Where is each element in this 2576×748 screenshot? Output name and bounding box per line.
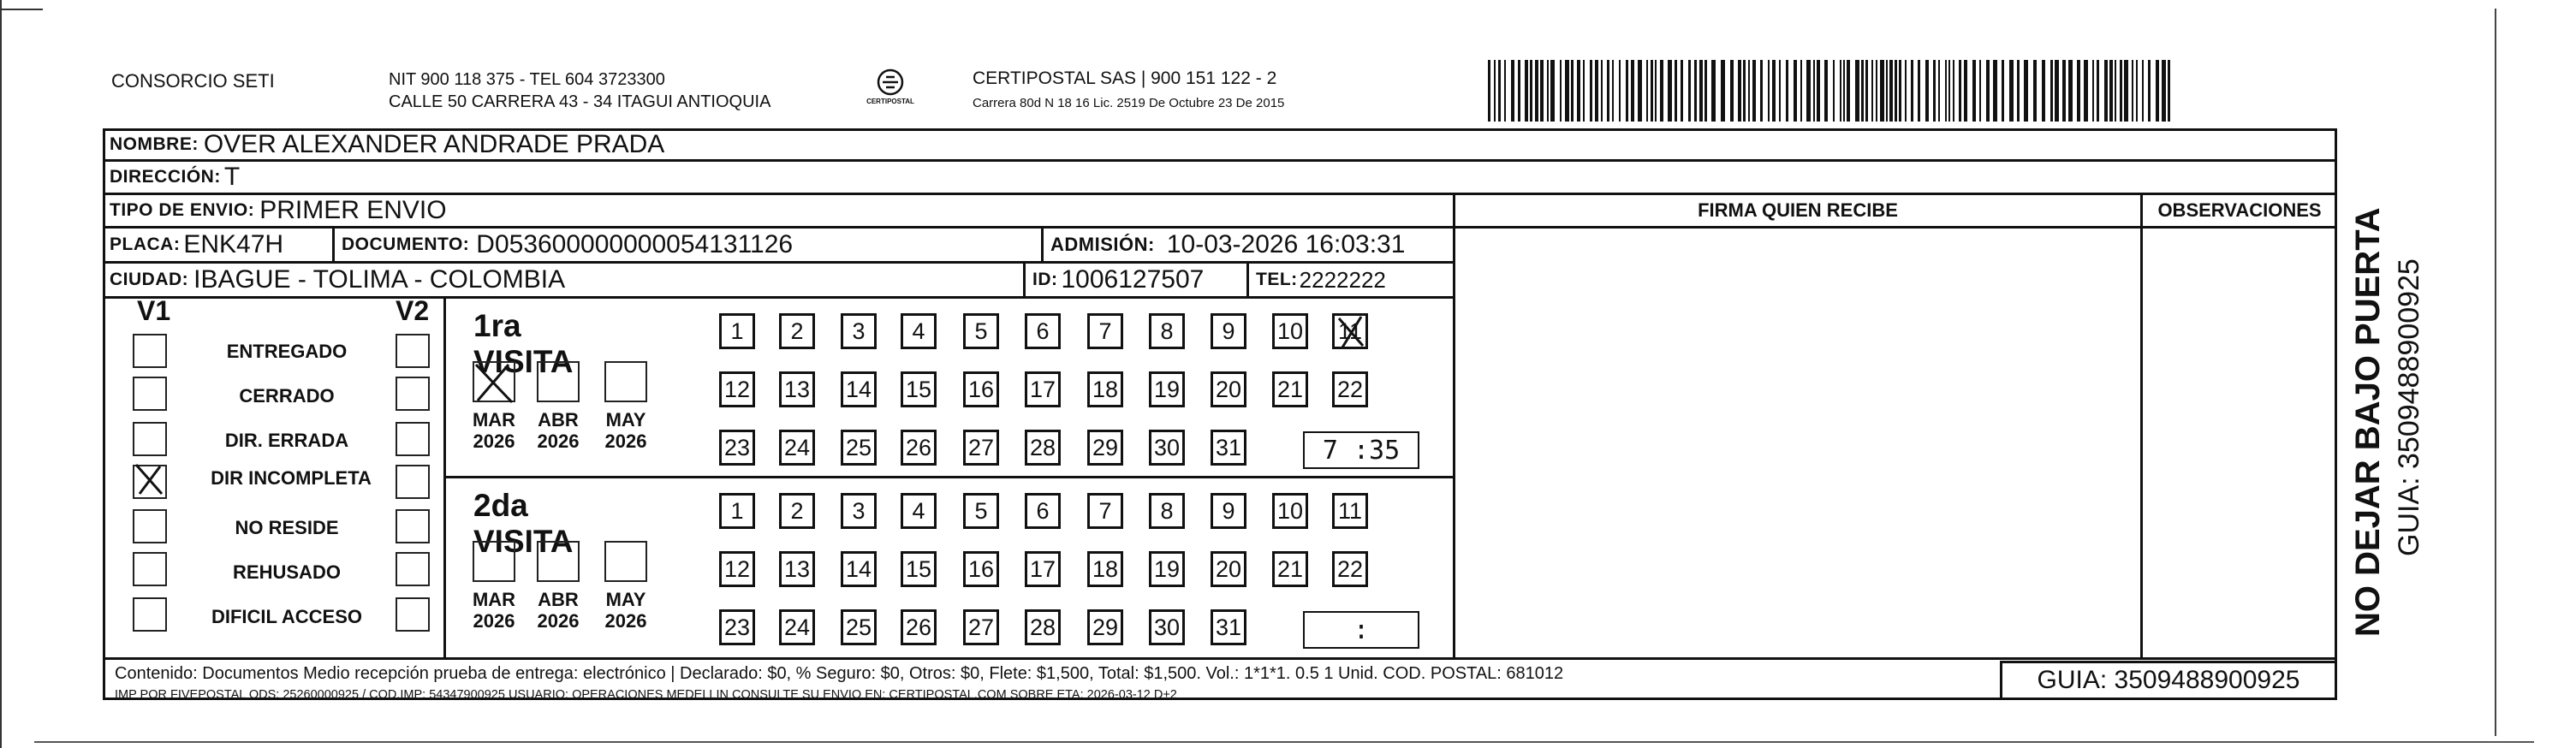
day-number: 10 [1276, 497, 1304, 524]
admision-value: 10-03-2026 16:03:31 [1166, 230, 1406, 258]
day-number: 22 [1336, 376, 1364, 402]
day-number: 2 [790, 497, 804, 524]
day-number: 26 [905, 614, 932, 640]
v2-checkbox[interactable] [396, 377, 430, 411]
day-box[interactable] [1025, 551, 1061, 587]
day-box[interactable] [779, 551, 815, 587]
status-label: NO RESIDE [235, 517, 339, 538]
tel-value: 2222222 [1299, 266, 1386, 293]
day-number: 5 [974, 318, 988, 344]
month-name: MAY [605, 409, 646, 430]
day-box[interactable] [719, 493, 755, 529]
day-box[interactable] [1272, 313, 1308, 349]
v2-header: V2 [396, 295, 430, 326]
day-number: 4 [912, 497, 925, 524]
day-box[interactable] [1087, 430, 1123, 466]
x-mark-icon [133, 463, 165, 496]
day-number: 25 [845, 614, 872, 640]
day-box[interactable] [1211, 371, 1246, 407]
time-box[interactable] [1303, 431, 1419, 469]
status-label: DIR INCOMPLETA [211, 467, 372, 489]
day-number: 1 [730, 497, 744, 524]
ciudad-label: CIUDAD: [110, 270, 189, 289]
day-number: 19 [1153, 376, 1181, 402]
nombre-label: NOMBRE: [110, 134, 199, 154]
month-checkbox[interactable] [473, 361, 515, 402]
day-box[interactable] [963, 313, 999, 349]
day-number: 5 [974, 497, 988, 524]
day-box[interactable] [1332, 371, 1368, 407]
day-box[interactable] [963, 551, 999, 587]
month-checkbox[interactable] [604, 541, 647, 582]
month-label [596, 409, 656, 452]
day-number: 27 [967, 434, 995, 460]
direccion-value: T [223, 163, 241, 191]
day-number: 8 [1160, 497, 1174, 524]
nit-line: NIT 900 118 375 - TEL 604 3723300 [389, 70, 665, 89]
day-box[interactable] [1149, 493, 1185, 529]
day-number: 29 [1092, 434, 1119, 460]
day-box[interactable] [1025, 493, 1061, 529]
day-box[interactable] [1087, 609, 1123, 645]
id-label: ID: [1032, 270, 1058, 289]
guia-box-text: GUIA: 3509488900925 [2037, 666, 2300, 694]
logo-text: CERTIPOSTAL [866, 98, 914, 105]
day-box[interactable] [841, 371, 877, 407]
id-cell [1026, 264, 1246, 296]
day-number: 30 [1153, 614, 1181, 640]
day-box[interactable] [901, 371, 937, 407]
day-box[interactable] [1087, 371, 1123, 407]
day-box[interactable] [1149, 430, 1185, 466]
contenido-text: Contenido: Documentos Medio recepción prueba de entrega: electrónico | Declarado: $0, % Seguro: $0, Otros: $0, Flete: $1,500, Total: $1,500. Vol.: 1*1*1. 0.5 1 Unid. COD. POSTAL: 681012 [115, 664, 1564, 683]
day-box[interactable] [1211, 551, 1246, 587]
day-box[interactable] [901, 551, 937, 587]
day-number: 17 [1029, 376, 1056, 402]
day-box[interactable] [719, 551, 755, 587]
month-name: MAY [605, 589, 646, 610]
day-number: 8 [1160, 318, 1174, 344]
observaciones-header: OBSERVACIONES [2157, 199, 2322, 221]
documento-cell [335, 229, 1041, 261]
observaciones-divider [2140, 195, 2143, 657]
day-number: 24 [783, 434, 811, 460]
visit-title: 2da VISITA [473, 488, 574, 559]
day-box[interactable] [1332, 493, 1368, 529]
status-label: ENTREGADO [226, 341, 348, 362]
month-year: 2026 [537, 610, 580, 632]
day-number: 7 [1098, 497, 1112, 524]
day-number: 13 [783, 555, 811, 582]
v2-checkbox[interactable] [396, 422, 430, 456]
day-box[interactable] [841, 551, 877, 587]
v1-checkbox[interactable] [133, 552, 167, 586]
day-box[interactable] [719, 609, 755, 645]
scan-edge-top [0, 9, 43, 10]
status-label: REHUSADO [233, 561, 341, 583]
day-box[interactable] [779, 493, 815, 529]
imp-text: IMP POR FIVEPOSTAL ODS: 25260000925 / COD.IMP: 54347900925 USUARIO: OPERACIONES MEDELLIN CONSULTE SU ENVIO EN: CERTIPOSTAL.COM SOBRE ETA: 2026-03-12 D+2 [115, 688, 1177, 702]
nombre-row [103, 128, 2337, 161]
day-number: 4 [912, 318, 925, 344]
day-box[interactable] [1025, 430, 1061, 466]
v1-checkbox[interactable] [133, 465, 167, 499]
month-label [528, 589, 588, 632]
day-number: 21 [1276, 555, 1304, 582]
month-year: 2026 [473, 430, 515, 452]
month-year: 2026 [537, 430, 580, 452]
x-mark-icon [1332, 313, 1368, 349]
side-warning [2349, 123, 2387, 637]
month-name: MAR [472, 589, 516, 610]
month-checkbox[interactable] [473, 541, 515, 582]
status-label: DIR. ERRADA [224, 430, 349, 451]
tipo-value: PRIMER ENVIO [259, 196, 447, 224]
day-number: 16 [967, 376, 995, 402]
placa-value: ENK47H [183, 230, 284, 258]
certipostal-line1: CERTIPOSTAL SAS | 900 151 122 - 2 [973, 68, 1277, 88]
company-name: CONSORCIO SETI [111, 70, 275, 92]
day-number: 14 [845, 555, 872, 582]
day-number: 14 [845, 376, 872, 402]
day-number: 9 [1222, 318, 1235, 344]
row-line [103, 296, 1455, 299]
day-box[interactable] [1025, 609, 1061, 645]
day-number: 11 [1337, 318, 1363, 344]
v2-checkbox[interactable] [396, 465, 430, 499]
month-label [596, 589, 656, 632]
day-number: 31 [1215, 434, 1242, 460]
v1-header: V1 [137, 295, 171, 326]
visit-title: 1ra VISITA [473, 308, 574, 379]
day-box[interactable] [1211, 609, 1246, 645]
v1-checkbox[interactable] [133, 377, 167, 411]
time-box[interactable] [1303, 611, 1419, 649]
day-box[interactable] [779, 371, 815, 407]
day-number: 1 [730, 318, 744, 344]
day-number: 6 [1036, 497, 1050, 524]
month-checkbox[interactable] [604, 361, 647, 402]
day-number: 15 [905, 555, 932, 582]
day-box[interactable] [1211, 430, 1246, 466]
day-box[interactable] [779, 313, 815, 349]
day-box[interactable] [1272, 493, 1308, 529]
day-box[interactable] [901, 609, 937, 645]
nombre-value: OVER ALEXANDER ANDRADE PRADA [203, 130, 665, 158]
day-number: 25 [845, 434, 872, 460]
firma-header: FIRMA QUIEN RECIBE [1698, 199, 1898, 221]
day-box[interactable] [1087, 551, 1123, 587]
month-checkbox[interactable] [537, 541, 580, 582]
month-name: ABR [538, 589, 579, 610]
certipostal-line2: Carrera 80d N 18 16 Lic. 2519 De Octubre 23 De 2015 [973, 96, 1285, 110]
v1-checkbox[interactable] [133, 597, 167, 632]
status-label: CERRADO [239, 385, 335, 407]
day-box[interactable] [779, 609, 815, 645]
scan-edge-bottom [34, 741, 2534, 743]
day-box[interactable] [779, 430, 815, 466]
day-number: 15 [905, 376, 932, 402]
day-number: 29 [1092, 614, 1119, 640]
barcode-icon [1488, 60, 2171, 122]
day-number: 13 [783, 376, 811, 402]
day-number: 12 [723, 376, 751, 402]
day-number: 2 [790, 318, 804, 344]
day-number: 3 [852, 318, 866, 344]
day-number: 27 [967, 614, 995, 640]
day-box[interactable] [963, 371, 999, 407]
status-label: DIFICIL ACCESO [211, 606, 362, 627]
day-number: 23 [723, 434, 751, 460]
day-box[interactable] [841, 609, 877, 645]
month-year: 2026 [604, 430, 647, 452]
day-number: 20 [1215, 555, 1242, 582]
day-box[interactable] [1149, 313, 1185, 349]
certipostal-logo [860, 67, 920, 111]
day-box[interactable] [1087, 313, 1123, 349]
footer-line [103, 657, 2337, 660]
tel-cell [1249, 264, 1453, 296]
admision-cell [1044, 229, 1453, 261]
v1-checkbox[interactable] [133, 422, 167, 456]
day-number: 12 [723, 555, 751, 582]
day-number: 16 [967, 555, 995, 582]
placa-label: PLACA: [110, 234, 181, 254]
day-number: 26 [905, 434, 932, 460]
month-label [464, 409, 524, 452]
day-box[interactable] [841, 430, 877, 466]
side-guia [2392, 197, 2426, 556]
day-box[interactable] [719, 430, 755, 466]
day-box[interactable] [963, 493, 999, 529]
day-number: 20 [1215, 376, 1242, 402]
scan-edge-left [0, 0, 2, 748]
day-box[interactable] [1272, 551, 1308, 587]
tipo-label: TIPO DE ENVIO: [110, 200, 255, 220]
month-year: 2026 [473, 610, 515, 632]
direccion-label: DIRECCIÓN: [110, 167, 221, 187]
scan-edge-right [2495, 9, 2496, 736]
v2-checkbox[interactable] [396, 552, 430, 586]
day-box[interactable] [901, 313, 937, 349]
day-box[interactable] [1087, 493, 1123, 529]
placa-cell [103, 229, 332, 261]
day-number: 18 [1092, 376, 1119, 402]
id-value: 1006127507 [1061, 265, 1205, 294]
documento-value: D053600000000054131126 [476, 230, 794, 258]
firma-divider [1453, 195, 1455, 657]
side-warning-text: NO DEJAR BAJO PUERTA [2349, 207, 2387, 637]
v1-checkbox[interactable] [133, 509, 167, 543]
day-box[interactable] [1332, 313, 1368, 349]
day-number: 18 [1092, 555, 1119, 582]
day-number: 7 [1098, 318, 1112, 344]
v2-checkbox[interactable] [396, 334, 430, 368]
day-box[interactable] [719, 313, 755, 349]
side-guia-text: GUIA: 3509488900925 [2393, 258, 2425, 556]
day-box[interactable] [719, 371, 755, 407]
guia-box [2000, 661, 2337, 700]
day-box[interactable] [1332, 551, 1368, 587]
time-value: 7 :35 [1322, 435, 1401, 466]
day-box[interactable] [1272, 371, 1308, 407]
day-number: 24 [783, 614, 811, 640]
day-box[interactable] [1211, 493, 1246, 529]
day-number: 28 [1029, 614, 1056, 640]
ciudad-cell [103, 264, 1023, 296]
day-box[interactable] [1025, 313, 1061, 349]
day-box[interactable] [901, 493, 937, 529]
tipo-row [103, 195, 1455, 226]
admision-label: ADMISIÓN: [1050, 234, 1155, 255]
day-box[interactable] [963, 609, 999, 645]
day-box[interactable] [841, 493, 877, 529]
month-name: MAR [472, 409, 516, 430]
day-number: 9 [1222, 497, 1235, 524]
day-box[interactable] [1211, 313, 1246, 349]
day-number: 22 [1336, 555, 1364, 582]
v1-checkbox[interactable] [133, 334, 167, 368]
month-label [528, 409, 588, 452]
address-line: CALLE 50 CARRERA 43 - 34 ITAGUI ANTIOQUIA [389, 92, 771, 111]
visit-divider [445, 476, 1455, 478]
day-number: 21 [1276, 376, 1304, 402]
v2-checkbox[interactable] [396, 509, 430, 543]
day-box[interactable] [901, 430, 937, 466]
v2-checkbox[interactable] [396, 597, 430, 632]
direccion-row [103, 162, 2337, 193]
month-checkbox[interactable] [537, 361, 580, 402]
month-year: 2026 [604, 610, 647, 632]
day-box[interactable] [1149, 551, 1185, 587]
documento-label: DOCUMENTO: [342, 234, 470, 254]
day-box[interactable] [841, 313, 877, 349]
day-box[interactable] [963, 430, 999, 466]
ciudad-value: IBAGUE - TOLIMA - COLOMBIA [193, 265, 566, 294]
day-number: 31 [1215, 614, 1242, 640]
month-name: ABR [538, 409, 579, 430]
day-box[interactable] [1025, 371, 1061, 407]
day-number: 28 [1029, 434, 1056, 460]
day-number: 11 [1337, 497, 1363, 524]
day-number: 6 [1036, 318, 1050, 344]
day-box[interactable] [1149, 371, 1185, 407]
time-value: : [1353, 614, 1370, 645]
day-number: 30 [1153, 434, 1181, 460]
x-mark-icon [473, 361, 515, 404]
day-number: 10 [1276, 318, 1304, 344]
day-box[interactable] [1149, 609, 1185, 645]
month-label [464, 589, 524, 632]
day-number: 17 [1029, 555, 1056, 582]
day-number: 23 [723, 614, 751, 640]
day-number: 19 [1153, 555, 1181, 582]
tel-label: TEL: [1256, 270, 1298, 289]
day-number: 3 [852, 497, 866, 524]
